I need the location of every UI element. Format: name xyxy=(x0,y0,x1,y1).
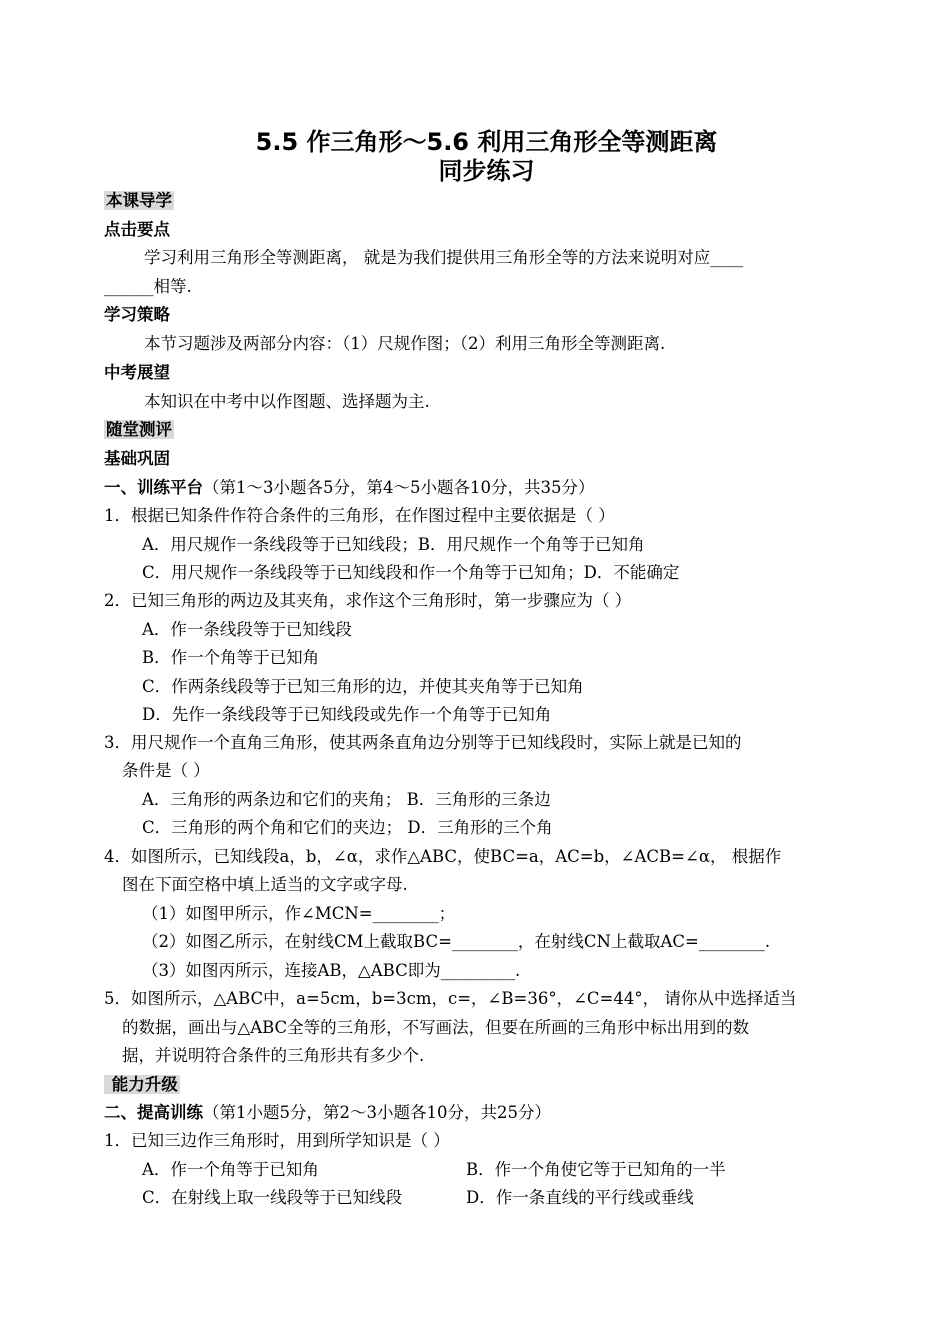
q2-option-a: A．作一条线段等于已知线段 xyxy=(142,620,352,639)
title-line-1: 5.5 作三角形～5.6 利用三角形全等测距离 xyxy=(255,128,718,156)
p2-q1-option-d: D．作一条直线的平行线或垂线 xyxy=(466,1188,694,1207)
key-points-heading: 点击要点 xyxy=(104,220,170,239)
q5-stem-3: 据，并说明符合条件的三角形共有多少个. xyxy=(122,1046,425,1065)
q2-stem: 2．已知三角形的两边及其夹角，求作这个三角形时，第一步骤应为（ ） xyxy=(104,591,632,610)
section-guide: 本课导学 xyxy=(106,191,172,210)
outlook-text: 本知识在中考中以作图题、选择题为主. xyxy=(144,392,430,411)
q3-stem-1: 3．用尺规作一个直角三角形，使其两条直角边分别等于已知线段时，实际上就是已知的 xyxy=(104,733,742,752)
outlook-heading: 中考展望 xyxy=(104,363,170,382)
q3-options-cd: C．三角形的两个角和它们的夹边； D．三角形的三个角 xyxy=(142,818,553,837)
q4-step-2: （2）如图乙所示，在射线CM上截取BC=________，在射线CN上截取AC=________. xyxy=(142,932,771,951)
q5-stem-2: 的数据，画出与△ABC全等的三角形，不写画法，但要在所画的三角形中标出用到的数 xyxy=(122,1018,750,1037)
p2-q1-option-c: C．在射线上取一线段等于已知线段 xyxy=(142,1188,403,1207)
ability-heading: 能力升级 xyxy=(104,1074,180,1096)
basic-heading: 基础巩固 xyxy=(104,449,170,468)
strategy-heading: 学习策略 xyxy=(104,305,170,324)
section-test: 随堂测评 xyxy=(106,420,172,439)
key-points-text-2: ______相等. xyxy=(104,277,192,296)
q2-option-b: B．作一个角等于已知角 xyxy=(142,648,320,667)
q4-stem-1: 4．如图所示，已知线段a，b，∠α，求作△ABC，使BC=a，AC=b，∠ACB=∠α， 根据作 xyxy=(104,847,782,866)
q1-stem: 1．根据已知条件作符合条件的三角形，在作图过程中主要依据是（ ） xyxy=(104,506,615,525)
q1-options-ab: A．用尺规作一条线段等于已知线段；B．用尺规作一个角等于已知角 xyxy=(142,535,645,554)
q1-options-cd: C．用尺规作一条线段等于已知线段和作一个角等于已知角；D．不能确定 xyxy=(142,563,680,582)
key-points-text-1: 学习利用三角形全等测距离， 就是为我们提供用三角形全等的方法来说明对应____ xyxy=(144,248,744,267)
q2-option-c: C．作两条线段等于已知三角形的边，并使其夹角等于已知角 xyxy=(142,677,584,696)
q4-step-1: （1）如图甲所示，作∠MCN=________； xyxy=(142,904,456,923)
document-page xyxy=(104,128,849,1207)
document-title xyxy=(124,128,849,186)
strategy-text: 本节习题涉及两部分内容：（1）尺规作图；（2）利用三角形全等测距离. xyxy=(144,334,666,353)
q4-stem-2: 图在下面空格中填上适当的文字或字母. xyxy=(122,875,408,894)
q3-stem-2: 条件是（ ） xyxy=(122,761,210,780)
q5-stem-1: 5．如图所示，△ABC中，a=5cm，b=3cm，c=，∠B=36°，∠C=44°， 请你从中选择适当 xyxy=(104,989,797,1008)
part2-heading: 二、提高训练（第1小题5分，第2～3小题各10分，共25分） xyxy=(104,1103,551,1122)
q3-options-ab: A．三角形的两条边和它们的夹角； B．三角形的三条边 xyxy=(142,790,551,809)
p2-q1-stem: 1．已知三边作三角形时，用到所学知识是（ ） xyxy=(104,1131,450,1150)
p2-q1-option-b: B．作一个角使它等于已知角的一半 xyxy=(466,1160,726,1179)
p2-q1-option-a: A．作一个角等于已知角 xyxy=(142,1160,319,1179)
q4-step-3: （3）如图丙所示，连接AB，△ABC即为_________. xyxy=(142,961,521,980)
part1-heading: 一、训练平台（第1～3小题各5分，第4～5小题各10分，共35分） xyxy=(104,478,595,497)
title-line-2: 同步练习 xyxy=(438,157,535,185)
q2-option-d: D．先作一条线段等于已知线段或先作一个角等于已知角 xyxy=(142,705,552,724)
